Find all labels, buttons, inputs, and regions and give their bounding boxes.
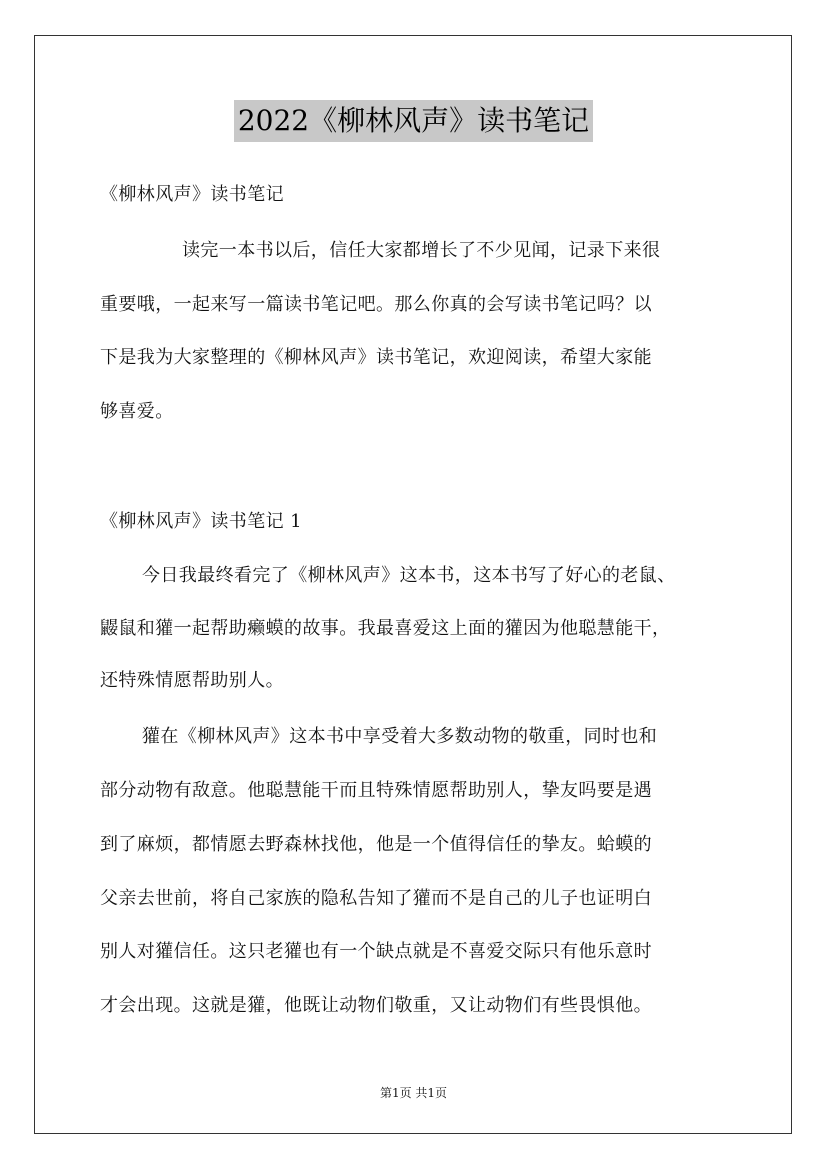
paragraph-line: 到了麻烦，都情愿去野森林找他，他是一个值得信任的挚友。蛤蟆的 <box>100 834 652 855</box>
paragraph-line: 还特殊情愿帮助别人。 <box>100 670 284 691</box>
section-heading: 《柳林风声》读书笔记 1 <box>100 511 302 532</box>
paragraph-line: 父亲去世前，将自己家族的隐私告知了獾而不是自己的儿子也证明白 <box>100 888 652 909</box>
paragraph-line: 才会出现。这就是獾，他既让动物们敬重，又让动物们有些畏惧他。 <box>100 995 652 1016</box>
paragraph-line: 獾在《柳林风声》这本书中享受着大多数动物的敬重，同时也和 <box>142 726 658 747</box>
intro-line: 读完一本书以后，信任大家都增长了不少见闻，记录下来很 <box>182 240 661 261</box>
title-container <box>0 100 827 142</box>
paragraph-line: 鼹鼠和獾一起帮助癞蟆的故事。我最喜爱这上面的獾因为他聪慧能干， <box>100 618 671 639</box>
paragraph-line: 部分动物有敌意。他聪慧能干而且特殊情愿帮助别人，挚友吗要是遇 <box>100 780 652 801</box>
intro-line: 下是我为大家整理的《柳林风声》读书笔记，欢迎阅读，希望大家能 <box>100 347 652 368</box>
paragraph-line: 今日我最终看完了《柳林风声》这本书，这本书写了好心的老鼠、 <box>142 565 676 586</box>
paragraph-line: 别人对獾信任。这只老獾也有一个缺点就是不喜爱交际只有他乐意时 <box>100 941 652 962</box>
intro-heading: 《柳林风声》读书笔记 <box>100 184 284 205</box>
intro-line: 够喜爱。 <box>100 401 174 422</box>
document-title: 2022《柳林风声》读书笔记 <box>234 100 593 142</box>
intro-line: 重要哦，一起来写一篇读书笔记吧。那么你真的会写读书笔记吗？以 <box>100 294 652 315</box>
page-footer: 第1页 共1页 <box>379 1086 448 1100</box>
